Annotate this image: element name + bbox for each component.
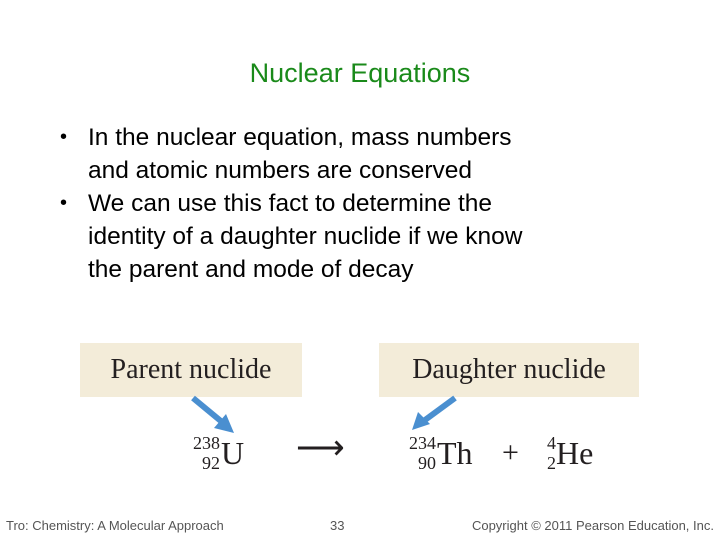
daughter-pointer-arrow-icon: [412, 398, 455, 430]
parent-element: U: [221, 435, 245, 471]
daughter-nuclide-label: Daughter nuclide: [379, 343, 639, 397]
footer-copyright: Copyright © 2011 Pearson Education, Inc.: [471, 518, 714, 533]
bullet-icon: •: [60, 192, 68, 214]
bullet-line: In the nuclear equation, mass numbers: [88, 124, 512, 151]
bullet-line: the parent and mode of decay: [88, 256, 414, 283]
page-number: 33: [330, 518, 345, 533]
daughter-element: Th: [437, 435, 473, 471]
bullet-line: and atomic numbers are conserved: [88, 157, 473, 184]
emitted-element: He: [556, 435, 594, 471]
parent-mass-number: 238: [193, 433, 220, 453]
parent-pointer-arrow-icon: [193, 398, 234, 433]
emitted-mass-number: 4: [547, 433, 556, 453]
bullet-icon: •: [60, 126, 68, 148]
daughter-atomic-number: 90: [418, 453, 436, 473]
slide-title: Nuclear Equations: [249, 58, 471, 88]
reaction-arrow-icon: ⟶: [296, 430, 345, 467]
bullet-line: identity of a daughter nuclide if we know: [88, 223, 523, 250]
emitted-atomic-number: 2: [547, 453, 556, 473]
bullet-line: We can use this fact to determine the: [88, 190, 493, 217]
footer-source: Tro: Chemistry: A Molecular Approach: [6, 518, 224, 533]
plus-sign: +: [502, 436, 519, 469]
daughter-mass-number: 234: [409, 433, 436, 453]
parent-atomic-number: 92: [202, 453, 220, 473]
parent-nuclide-label: Parent nuclide: [80, 343, 302, 397]
